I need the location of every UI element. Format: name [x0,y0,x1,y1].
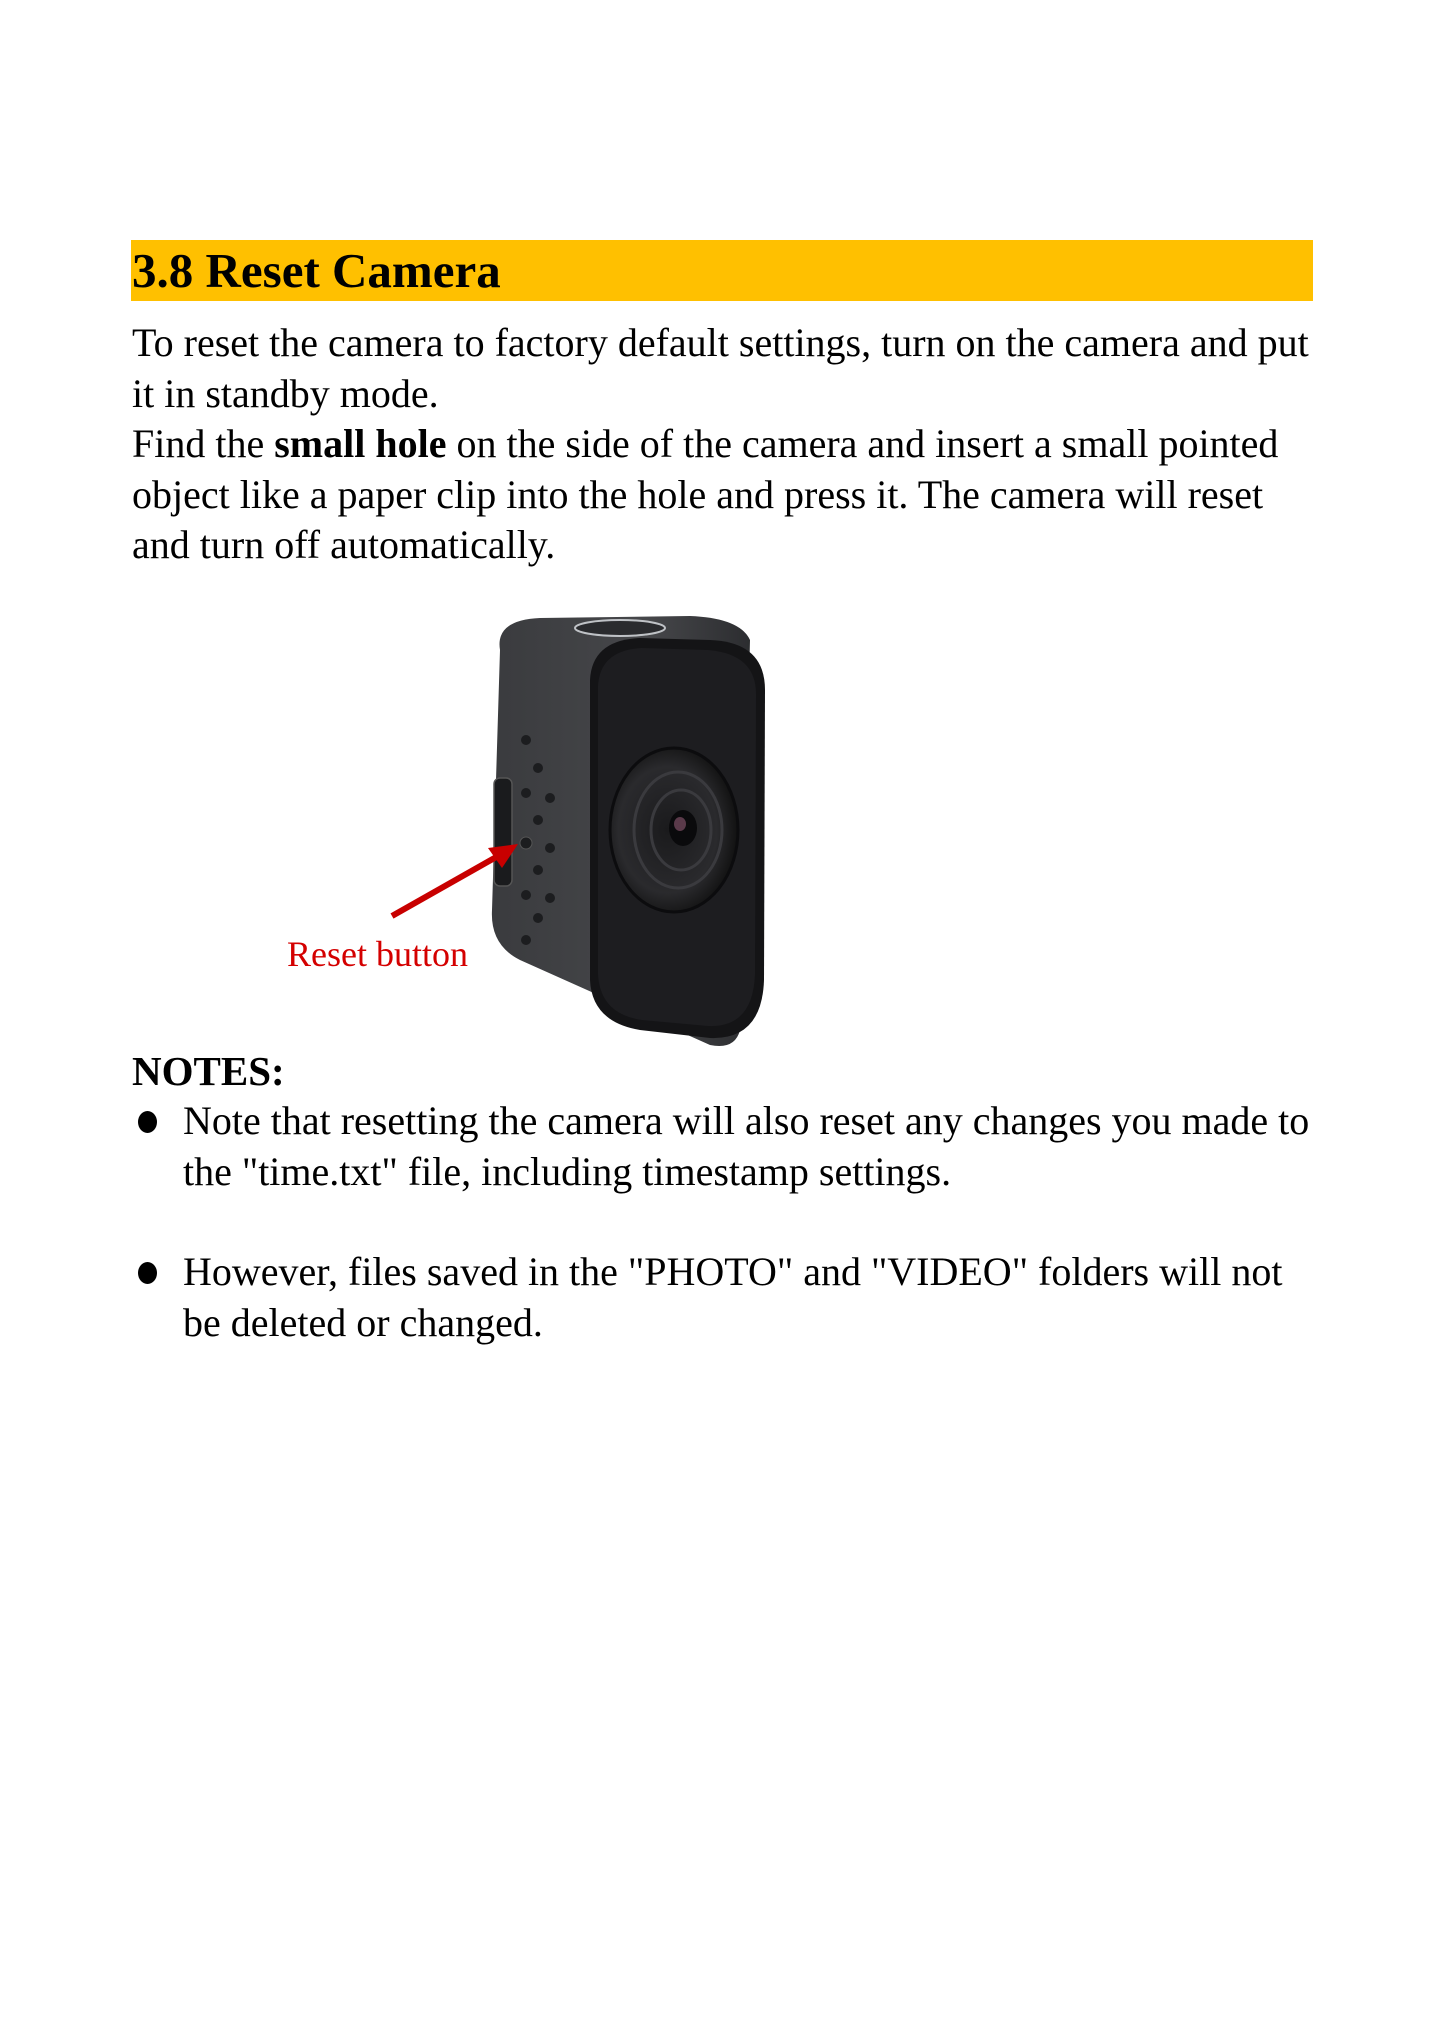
notes-heading: NOTES: [132,1048,285,1094]
instruction-text-end: on the side of the camera and insert a small pointed object like a paper clip into the hole and press it. The camera will reset and turn off automatically. [132,421,1279,567]
power-button-icon [575,620,665,636]
note-text: However, files saved in the "PHOTO" and "VIDEO" folders will not be deleted or changed. [183,1249,1283,1345]
bullet-icon [138,1262,157,1284]
instruction-emphasis: small hole [274,421,447,466]
instruction-paragraph [132,419,1312,571]
camera-figure [270,610,990,1060]
bullet-icon [138,1111,157,1133]
reset-button-callout: Reset button [287,934,468,974]
callout-arrow-icon [392,856,498,916]
intro-paragraph: To reset the camera to factory default settings, turn on the camera and put it in standby mode. [132,320,1309,416]
instruction-text-start: Find the [132,421,275,466]
note-text: Note that resetting the camera will also reset any changes you made to the "time.txt" file, including timestamp settings. [183,1098,1310,1194]
camera-illustration [270,610,990,1060]
usb-port-icon [494,778,512,886]
section-heading: 3.8 Reset Camera [132,243,501,298]
